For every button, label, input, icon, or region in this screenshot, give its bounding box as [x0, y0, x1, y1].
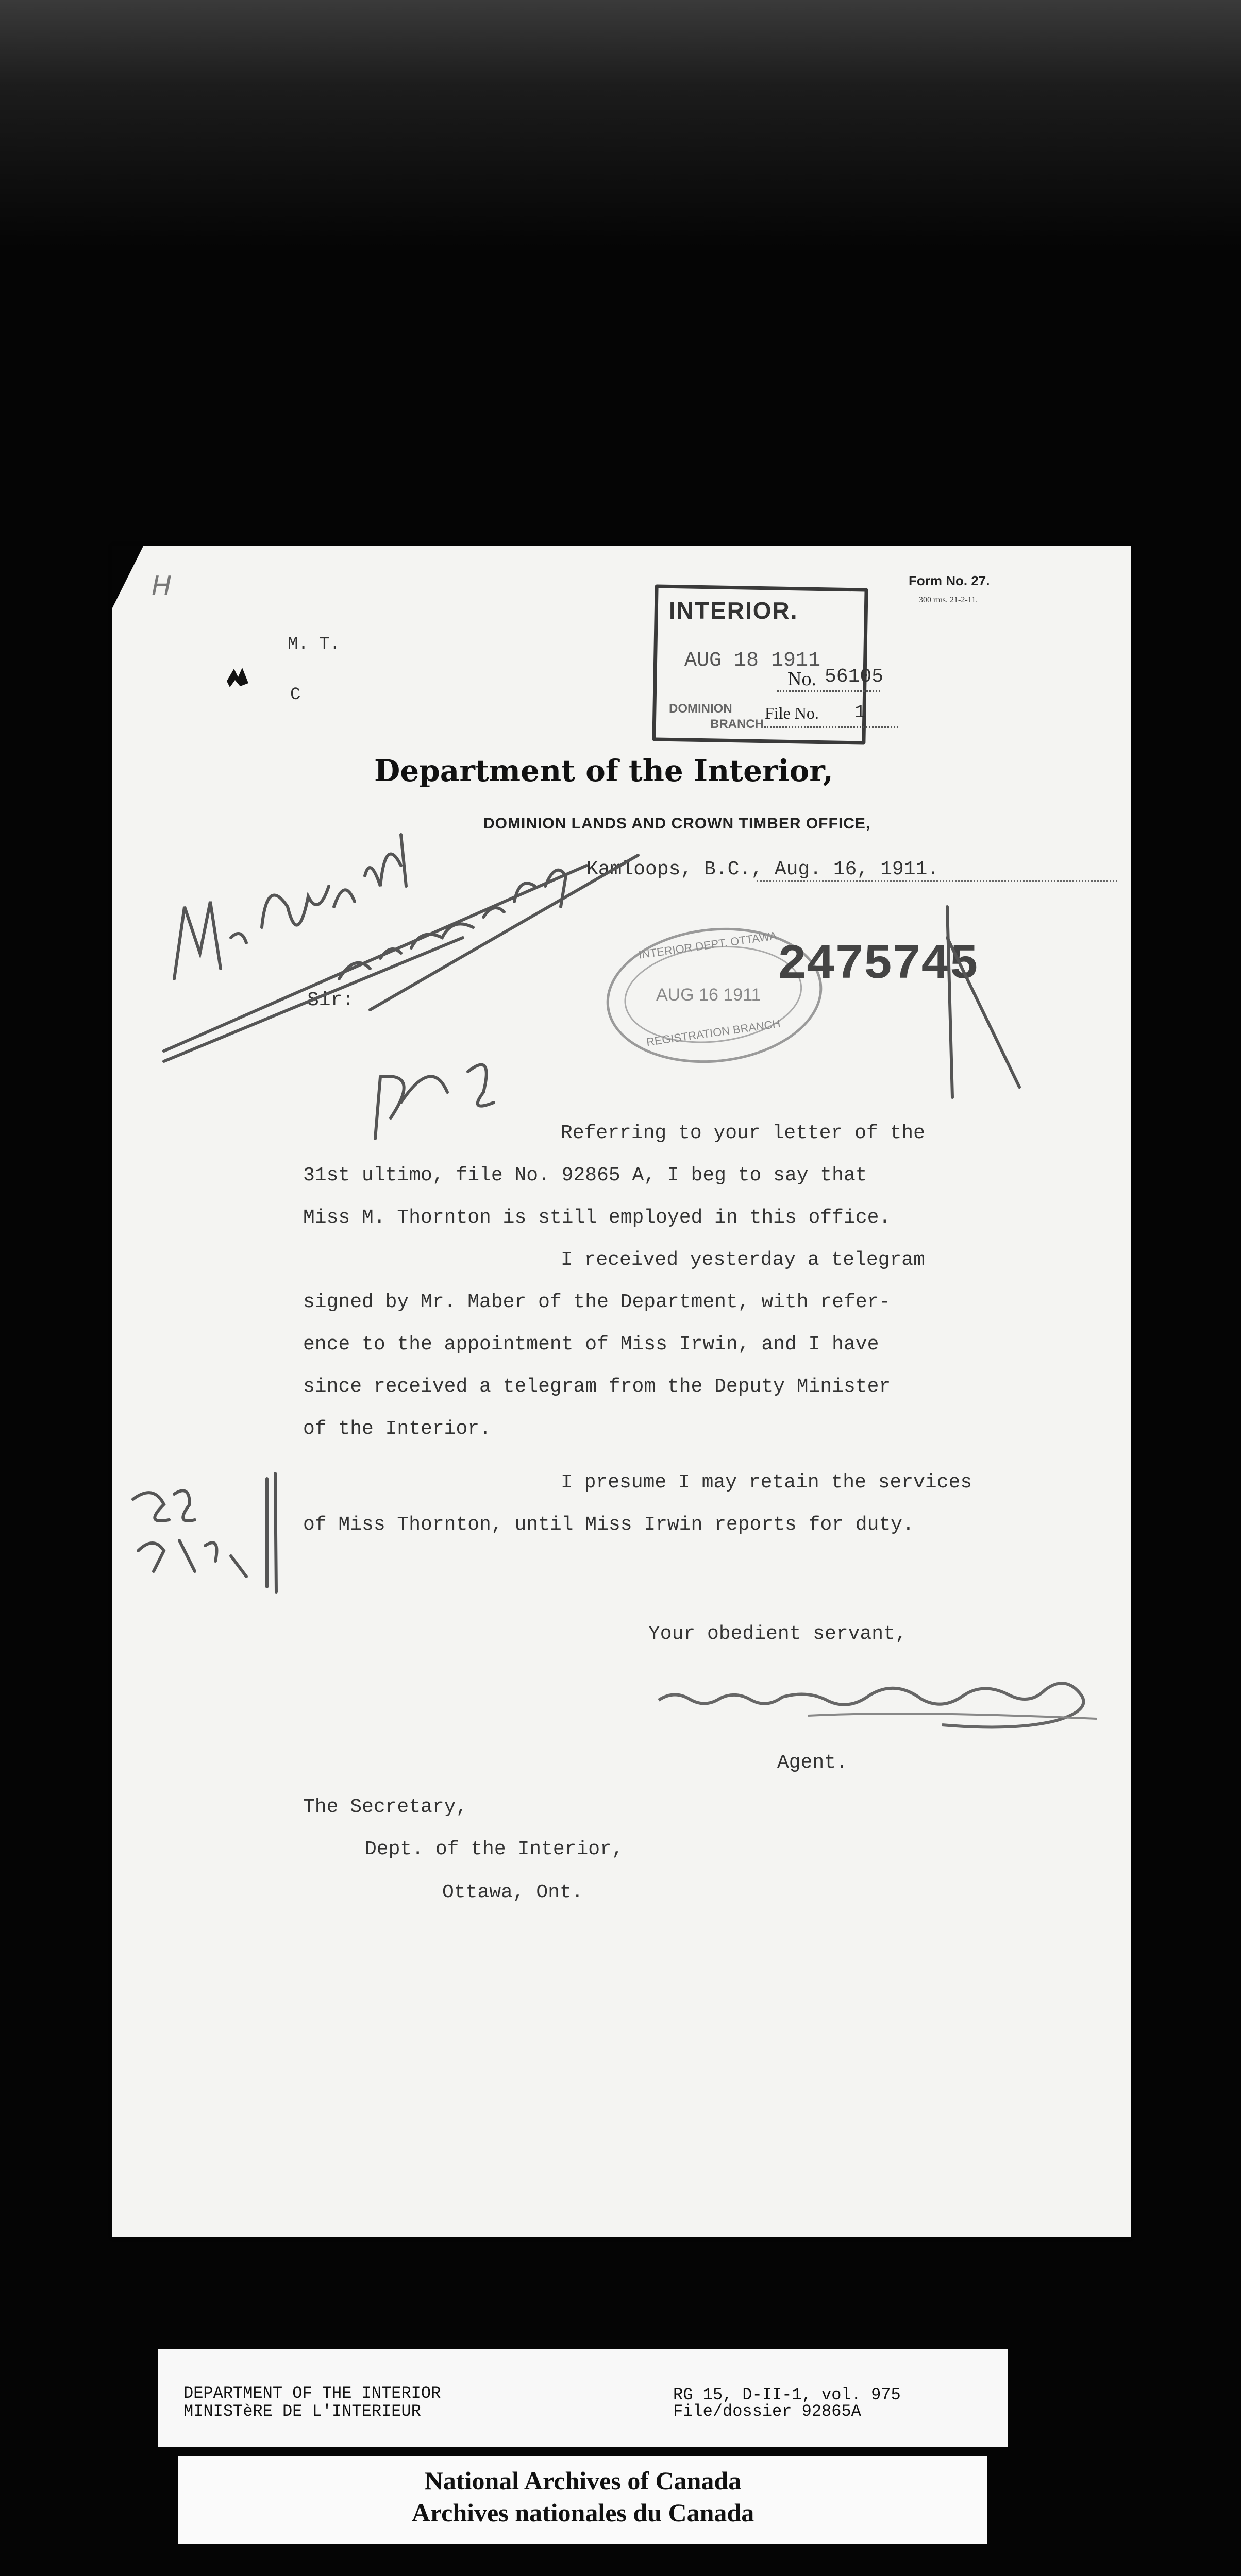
form-print-note: 300 rms. 21-2-11. [919, 596, 978, 604]
archives-credit-label [178, 2456, 987, 2544]
body-line: Referring to your letter of the [561, 1122, 925, 1144]
office-letterhead: DOMINION LANDS AND CROWN TIMBER OFFICE, [483, 815, 871, 832]
corner-mark: H [152, 571, 172, 602]
body-line: since received a telegram from the Deputy Minister [303, 1376, 891, 1398]
interior-stamp-title: INTERIOR. [669, 597, 798, 624]
film-top-fade [0, 0, 1241, 247]
body-line: ence to the appointment of Miss Irwin, and I have [303, 1333, 879, 1355]
place-and-date: Kamloops, B.C., Aug. 16, 1911. [586, 858, 940, 880]
registration-stamp-date: AUG 16 1911 [656, 985, 761, 1005]
salutation: Sir: [307, 989, 355, 1011]
signature [653, 1659, 1107, 1741]
label-file: File/dossier 92865A [673, 2402, 861, 2421]
label-department-fr: MINISTèRE DE L'INTERIEUR [183, 2402, 421, 2421]
number-value: 56105 [825, 666, 884, 688]
label-record-group: RG 15, D-II-1, vol. 975 [673, 2385, 901, 2404]
signer-title: Agent. [777, 1752, 848, 1774]
address-line: The Secretary, [303, 1796, 468, 1818]
number-dotted-line [777, 690, 880, 692]
department-letterhead: Department of the Interior, [374, 753, 833, 788]
torn-corner [112, 546, 143, 608]
form-number: Form No. 27. [909, 573, 990, 588]
file-value: 1 [854, 702, 866, 723]
registration-stamp-top: INTERIOR DEPT. OTTAWA [638, 929, 778, 961]
body-line: of the Interior. [303, 1418, 491, 1440]
address-line: Ottawa, Ont. [442, 1882, 583, 1904]
interior-stamp-dominion: DOMINION [669, 702, 732, 716]
body-line: I presume I may retain the services [561, 1471, 972, 1494]
interior-stamp-date: AUG 18 1911 [684, 649, 821, 672]
file-label: File No. [765, 704, 819, 722]
reference-mt: M. T. [288, 635, 341, 654]
closing: Your obedient servant, [648, 1623, 907, 1645]
file-dotted-line [764, 726, 898, 728]
registration-stamp-bottom: REGISTRATION BRANCH [645, 1016, 781, 1049]
body-line: of Miss Thornton, until Miss Irwin reports for duty. [303, 1514, 914, 1536]
archives-name-fr: Archives nationales du Canada [411, 2498, 754, 2527]
archives-name-en: National Archives of Canada [424, 2466, 742, 2495]
number-label: No. [787, 668, 816, 690]
body-line: I received yesterday a telegram [561, 1249, 925, 1271]
registration-number: 2475745 [777, 937, 978, 993]
archive-reference-label [158, 2349, 1008, 2447]
body-line: 31st ultimo, file No. 92865 A, I beg to say that [303, 1164, 867, 1187]
label-department-en: DEPARTMENT OF THE INTERIOR [183, 2384, 441, 2403]
interior-stamp-branch: BRANCH [710, 717, 764, 731]
body-line: Miss M. Thornton is still employed in this office. [303, 1207, 891, 1229]
ink-blot-icon [225, 666, 250, 688]
date-dotted-line [757, 880, 1117, 882]
letter-sheet [112, 546, 1131, 2237]
address-line: Dept. of the Interior, [365, 1838, 624, 1860]
reference-c: C [290, 685, 301, 705]
body-line: signed by Mr. Maber of the Department, with refer- [303, 1291, 891, 1313]
